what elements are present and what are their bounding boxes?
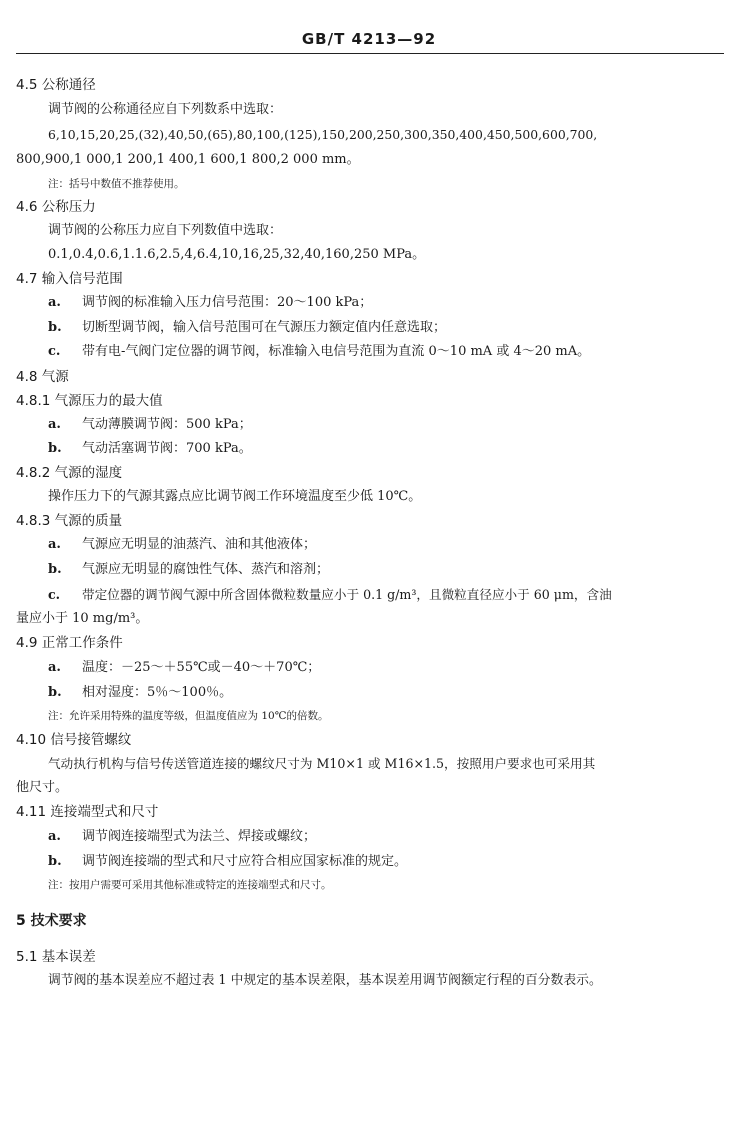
list-item: c. 带定位器的调节阀气源中所含固体微粒数量应小于 0.1 g/m³，且微粒直径应小于 60 μm，含油 bbox=[48, 587, 612, 602]
section-5-1-text: 调节阀的基本误差应不超过表 1 中规定的基本误差限，基本误差用调节阀额定行程的百分数表示。 bbox=[48, 973, 602, 988]
list-item: a. 温度：－25～＋55℃或－40～＋70℃； bbox=[48, 660, 321, 675]
section-4-5-text: 调节阀的公称通径应自下列数系中选取： bbox=[48, 102, 283, 117]
section-4-5-values-cont: 800,900,1 000,1 200,1 400,1 600,1 800,2 000 mm。 bbox=[16, 152, 360, 167]
header-rule bbox=[16, 53, 724, 54]
section-4-11-heading: 4.11 连接端型式和尺寸 bbox=[16, 804, 159, 820]
section-5-heading: 5 技术要求 bbox=[16, 913, 87, 929]
section-4-9-note: 注：允许采用特殊的温度等级，但温度值应为 10℃的倍数。 bbox=[48, 710, 329, 722]
section-4-7-heading: 4.7 输入信号范围 bbox=[16, 271, 123, 287]
section-4-6-values: 0.1,0.4,0.6,1.1.6,2.5,4,6.4,10,16,25,32,40,160,250 MPa。 bbox=[48, 247, 426, 262]
page-header: GB/T 4213—92 bbox=[301, 30, 437, 48]
list-item: a. 调节阀的标准输入压力信号范围：20～100 kPa； bbox=[48, 295, 373, 310]
section-4-10-heading: 4.10 信号接管螺纹 bbox=[16, 732, 132, 748]
list-item: a. 气源应无明显的油蒸汽、油和其他液体； bbox=[48, 537, 317, 552]
section-4-5-values: 6,10,15,20,25,(32),40,50,(65),80,100,(125),150,200,250,300,350,400,450,500,600,700, bbox=[48, 127, 598, 142]
section-4-6-text: 调节阀的公称压力应自下列数值中选取： bbox=[48, 223, 283, 238]
list-item: b. 切断型调节阀，输入信号范围可在气源压力额定值内任意选取； bbox=[48, 320, 447, 335]
section-4-6-heading: 4.6 公称压力 bbox=[16, 199, 96, 215]
section-4-8-heading: 4.8 气源 bbox=[16, 369, 69, 385]
section-4-5-heading: 4.5 公称通径 bbox=[16, 77, 96, 93]
section-4-9-heading: 4.9 正常工作条件 bbox=[16, 635, 123, 651]
section-4-5-note: 注：括号中数值不推荐使用。 bbox=[48, 178, 185, 190]
section-4-8-2-heading: 4.8.2 气源的湿度 bbox=[16, 465, 123, 481]
list-item: b. 相对湿度：5％～100％。 bbox=[48, 685, 233, 700]
list-item: b. 气动活塞调节阀：700 kPa。 bbox=[48, 441, 252, 456]
list-item: a. 气动薄膜调节阀：500 kPa； bbox=[48, 417, 252, 432]
section-4-11-note: 注：按用户需要可采用其他标准或特定的连接端型式和尺寸。 bbox=[48, 879, 332, 891]
section-4-8-3-heading: 4.8.3 气源的质量 bbox=[16, 513, 123, 529]
list-item: c. 带有电-气阀门定位器的调节阀，标准输入电信号范围为直流 0～10 mA 或 4～20 mA。 bbox=[48, 344, 591, 359]
list-item: b. 气源应无明显的腐蚀性气体、蒸汽和溶剂； bbox=[48, 562, 330, 577]
list-item: b. 调节阀连接端的型式和尺寸应符合相应国家标准的规定。 bbox=[48, 854, 408, 869]
section-5-1-heading: 5.1 基本误差 bbox=[16, 949, 96, 965]
section-4-8-1-heading: 4.8.1 气源压力的最大值 bbox=[16, 393, 163, 409]
section-4-10-text: 气动执行机构与信号传送管道连接的螺纹尺寸为 M10×1 或 M16×1.5，按照用户要求也可采用其 bbox=[48, 756, 596, 771]
section-4-8-2-text: 操作压力下的气源其露点应比调节阀工作环境温度至少低 10℃。 bbox=[48, 489, 422, 504]
section-4-8-3-cont: 量应小于 10 mg/m³。 bbox=[16, 611, 149, 626]
section-4-10-cont: 他尺寸。 bbox=[16, 780, 69, 795]
list-item: a. 调节阀连接端型式为法兰、焊接或螺纹； bbox=[48, 829, 317, 844]
